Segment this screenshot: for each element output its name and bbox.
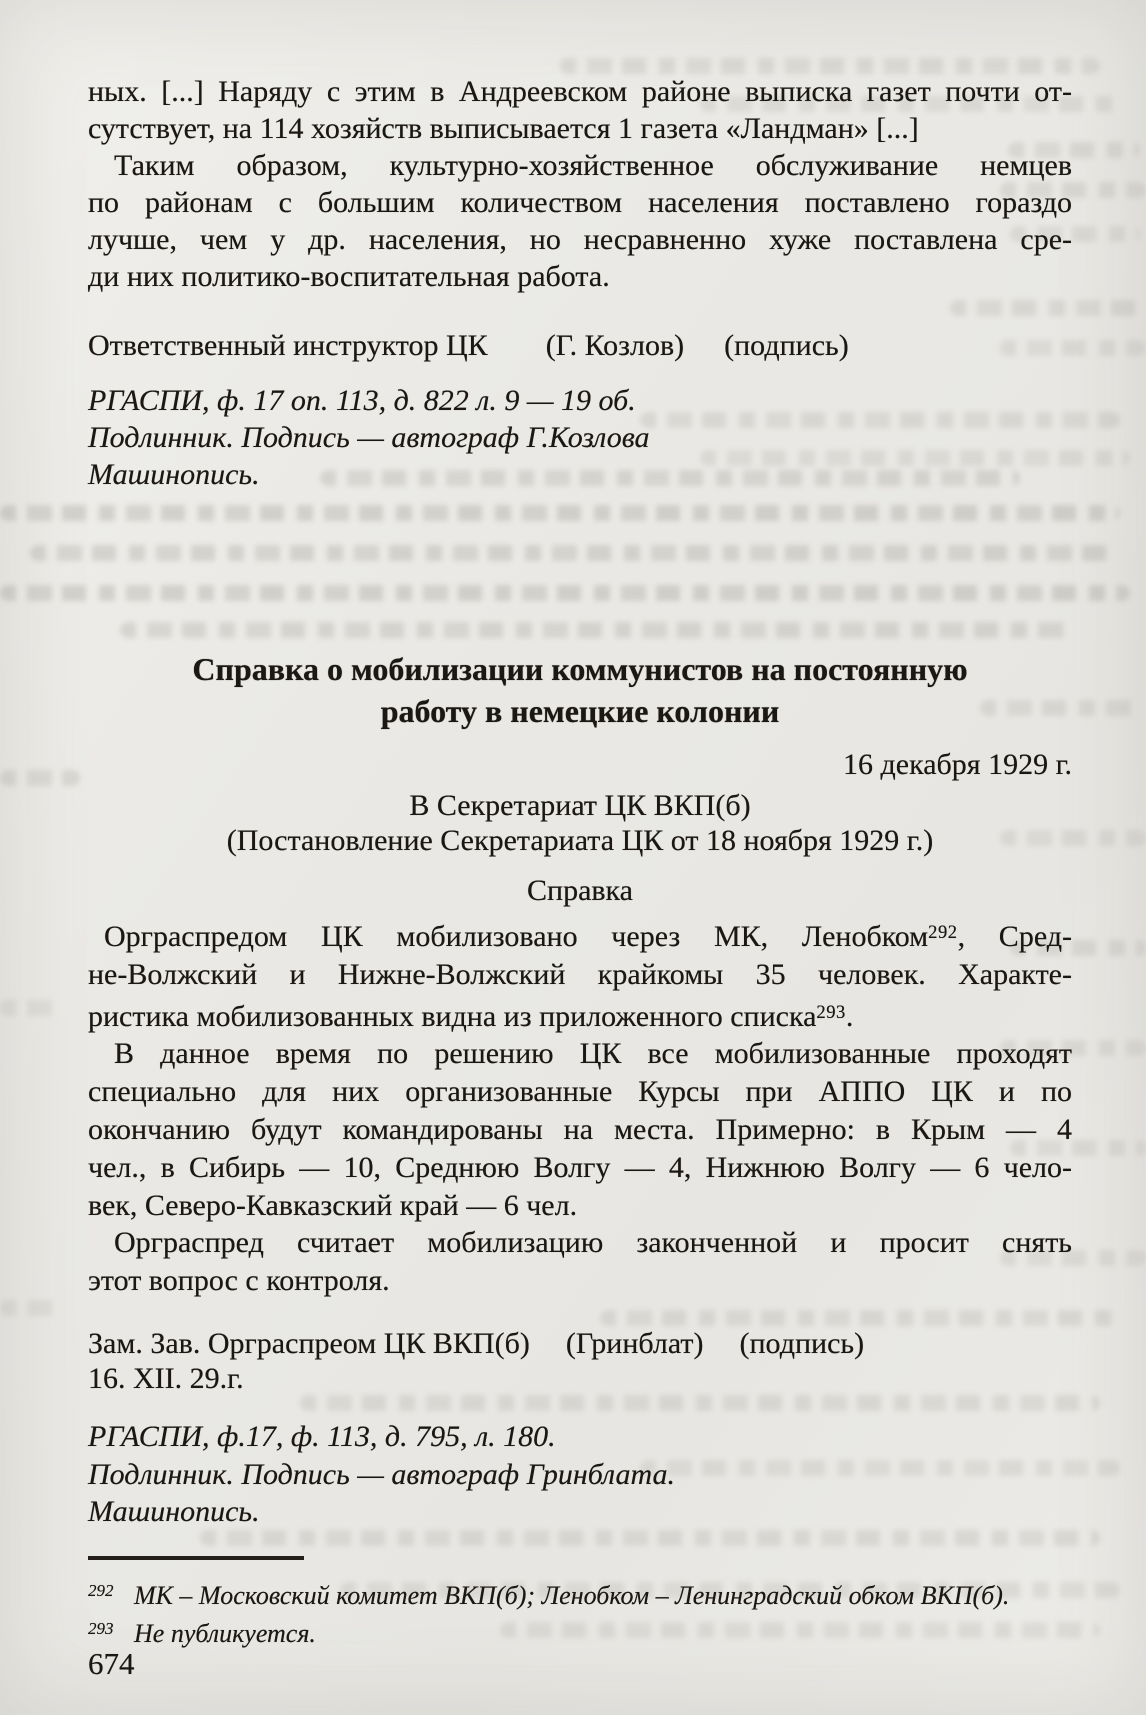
archive-citation: РГАСПИ, ф. 17 оп. 113, д. 822 л. 9 — 19 об.: [88, 384, 636, 417]
footnote-number: 293: [88, 1619, 114, 1638]
text-line: Орграспред считает мобилизацию законченной и просит снять: [114, 1226, 1072, 1260]
title-line: Справка о мобилизации коммунистов на постоянную: [192, 651, 968, 687]
text-line: ди них политико-воспитательная работа.: [88, 260, 610, 293]
document-body: [88, 914, 1072, 1300]
footnote: [88, 1574, 1072, 1612]
signature-name: (Г. Козлов): [545, 329, 685, 362]
text-line: В данное время по решению ЦК все мобилизованные проходят: [114, 1037, 1072, 1071]
date-text: 16 декабря 1929 г.: [843, 748, 1072, 781]
text-line: по районам с большим количеством населения поставлено гораздо: [88, 186, 1072, 219]
footnote-rule: [88, 1556, 304, 1560]
archive-citation: РГАСПИ, ф.17, ф. 113, д. 795, л. 180.: [88, 1420, 556, 1453]
signature-role: Зам. Зав. Орграспреом ЦК ВКП(б): [88, 1327, 530, 1360]
text-line: век, Северо-Кавказский край — 6 чел.: [88, 1188, 578, 1222]
signature-role: Ответственный инструктор ЦК: [88, 329, 488, 362]
bleed-through-mark: [0, 1000, 60, 1016]
text-line: не-Волжский и Нижне-Волжский крайкомы 35 человек. Характе-: [88, 957, 1072, 991]
bleed-through-mark: [560, 58, 1100, 74]
signature-line: [88, 1325, 1072, 1362]
bleed-through-mark: [200, 1530, 1100, 1546]
signature-line: [88, 327, 1072, 364]
reference-text: (Постановление Секретариата ЦК от 18 ноября 1929 г.): [226, 824, 934, 857]
footnote-text: Не публикуется.: [134, 1619, 316, 1648]
typescript-note: Машинопись.: [88, 458, 260, 491]
text-line: этот вопрос с контроля.: [88, 1264, 390, 1298]
document-title: [88, 648, 1072, 732]
text-line: ных. [...] Наряду с этим в Андреевском районе выписка газет почти от-: [88, 75, 1072, 108]
addressee-line: [88, 787, 1072, 824]
text-line: специально для них организованные Курсы при АППО ЦК и по: [88, 1075, 1072, 1109]
bleed-through-mark: [300, 1395, 1100, 1411]
bleed-through-mark: [30, 545, 1110, 561]
bleed-through-mark: [0, 505, 1120, 521]
previous-document-end: [88, 73, 1072, 295]
document-date: [88, 746, 1072, 783]
resolution-reference: [88, 822, 1072, 859]
signature-date: [88, 1360, 1072, 1397]
text-segment: Орграспредом ЦК мобилизовано через МК, Ленобком: [104, 920, 929, 953]
footnotes: [88, 1574, 1072, 1650]
bleed-through-mark: [0, 585, 1130, 601]
text-line: [88, 994, 1072, 1036]
typescript-note: Машинопись.: [88, 1495, 260, 1528]
footnote-marker-292: 292: [928, 922, 958, 943]
subheading-text: Справка: [527, 874, 633, 907]
text-line: окончанию будут командированы на места. Примерно: в Крым — 4: [88, 1112, 1072, 1146]
text-segment: , Сред-: [957, 920, 1072, 953]
signature-note: (подпись): [724, 329, 849, 362]
footnote: [88, 1612, 1072, 1650]
text-line: Таким образом, культурно-хозяйственное обслуживание немцев: [114, 149, 1072, 182]
bleed-through-mark: [600, 1310, 1120, 1326]
original-note: Подлинник. Подпись — автограф Гринблата.: [88, 1457, 676, 1491]
archival-reference: [88, 382, 1072, 493]
text-line: лучше, чем у др. населения, но несравненно хуже поставлена сре-: [88, 223, 1072, 256]
text-segment: ристика мобилизованных видна из приложенного списка: [88, 999, 817, 1033]
text-line: [88, 914, 1072, 956]
bleed-through-mark: [950, 300, 1140, 316]
text-line: чел., в Сибирь — 10, Среднюю Волгу — 4, Нижнюю Волгу — 6 чело-: [88, 1150, 1072, 1184]
text-line: сутствует, на 114 хозяйств выписывается 1 газета «Ландман» [...]: [88, 112, 919, 145]
footnote-marker-293: 293: [816, 1001, 846, 1023]
footnote-text: МК – Московский комитет ВКП(б); Ленобком – Ленинградский обком ВКП(б).: [134, 1581, 1010, 1610]
signature-name: (Гринблат): [565, 1327, 704, 1360]
title-line: работу в немецкие колонии: [380, 693, 780, 729]
footnote-number: 292: [88, 1581, 114, 1600]
addressee-text: В Секретариат ЦК ВКП(б): [409, 789, 751, 822]
bleed-through-mark: [0, 1300, 60, 1316]
text-segment: .: [845, 999, 854, 1033]
bleed-through-mark: [0, 770, 80, 786]
document-subheading: [88, 872, 1072, 909]
archival-reference: [88, 1418, 1072, 1531]
bleed-through-mark: [120, 622, 1070, 638]
page-number: 674: [88, 1646, 135, 1681]
date-text: 16. XII. 29.г.: [88, 1362, 244, 1395]
signature-note: (подпись): [739, 1327, 865, 1360]
original-note: Подлинник. Подпись — автограф Г.Козлова: [88, 421, 650, 454]
